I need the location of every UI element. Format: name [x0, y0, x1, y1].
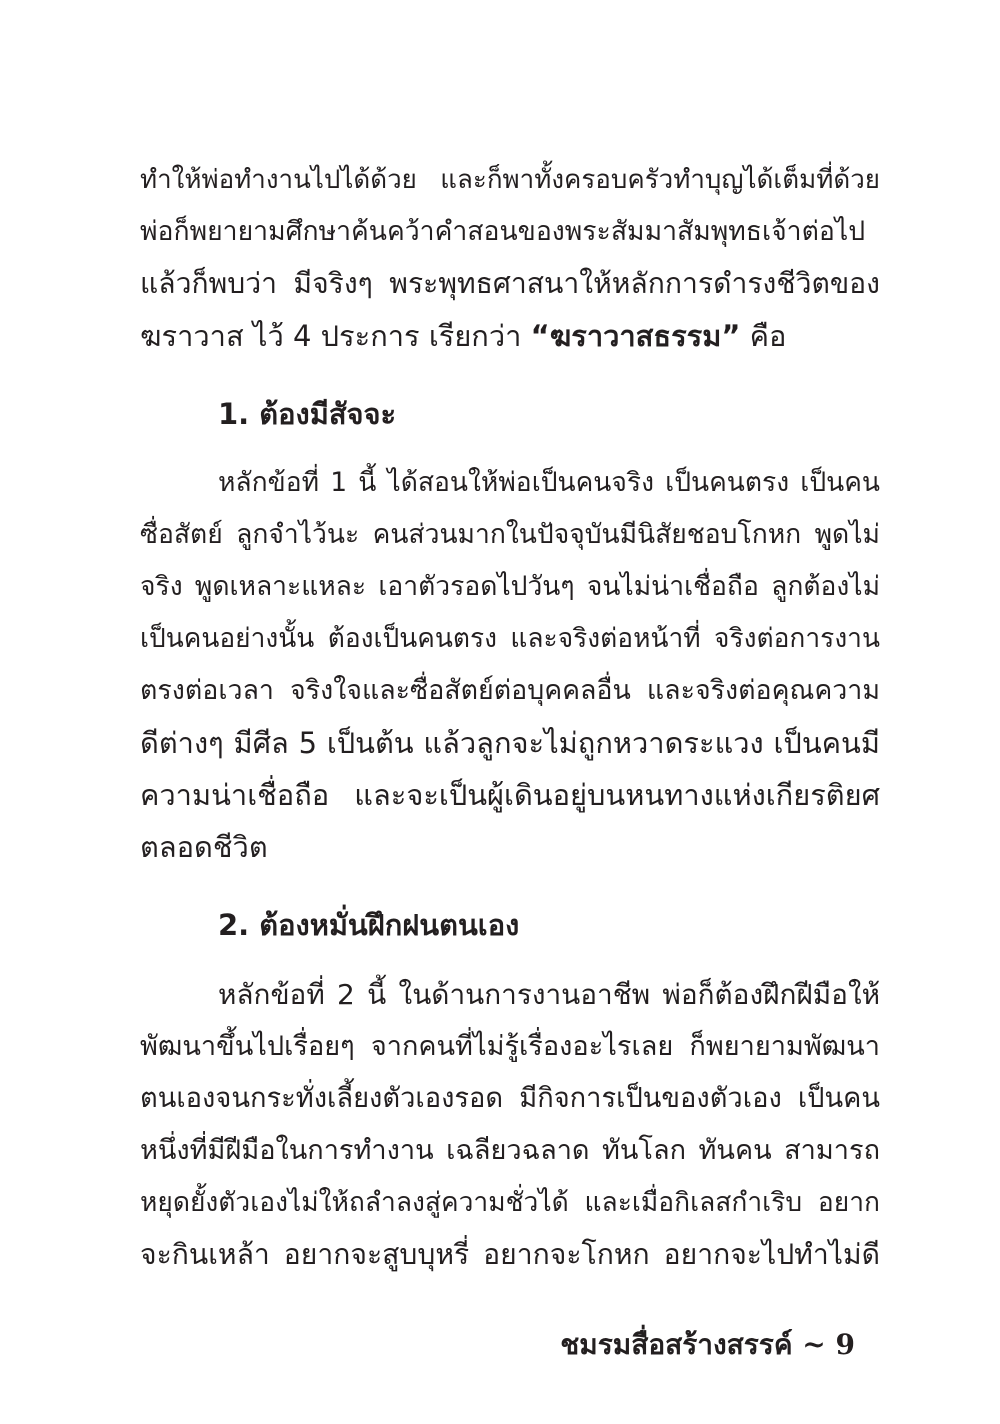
section-paragraph	[140, 457, 880, 873]
text-line: ความน่าเชื่อถือ และจะเป็นผู้เดินอยู่บนหนทางแห่งเกียรติยศ	[140, 778, 880, 812]
section-heading: 2. ต้องหมั่นฝึกฝนตนเอง	[218, 908, 520, 942]
emphasized-term: “ฆราวาสธรรม”	[530, 319, 741, 353]
text-line: พ่อก็พยายามศึกษาค้นคว้าคำสอนของพระสัมมาสัมพุทธเจ้าต่อไป	[140, 216, 866, 247]
text-line: จะกินเหล้า อยากจะสูบบุหรี่ อยากจะโกหก อยากจะไปทำไม่ดี	[140, 1238, 880, 1271]
text-line: ซื่อสัตย์ ลูกจำไว้นะ คนส่วนมากในปัจจุบันมีนิสัยชอบโกหก พูดไม่	[140, 519, 880, 550]
text-line	[140, 310, 880, 362]
text-line: หยุดยั้งตัวเองไม่ให้ถลำลงสู่ความชั่วได้ และเมื่อกิเลสกำเริบ อยาก	[140, 1188, 880, 1218]
section-heading: 1. ต้องมีสัจจะ	[218, 397, 397, 431]
text-line: พัฒนาขึ้นไปเรื่อยๆ จากคนที่ไม่รู้เรื่องอะไรเลย ก็พยายามพัฒนา	[140, 1031, 880, 1062]
text-line: ดีต่างๆ มีศีล 5 เป็นต้น แล้วลูกจะไม่ถูกหวาดระแวง เป็นคนมี	[140, 726, 880, 760]
section-paragraph	[140, 969, 880, 1281]
text-line: หลักข้อที่ 1 นี้ ได้สอนให้พ่อเป็นคนจริง เป็นคนตรง เป็นคน	[218, 467, 880, 498]
text-line: ทำให้พ่อทำงานไปได้ด้วย และก็พาทั้งครอบครัวทำบุญได้เต็มที่ด้วย	[140, 165, 880, 195]
text-fragment: คือ	[740, 319, 787, 353]
intro-paragraph	[140, 154, 880, 362]
text-line: จริง พูดเหลาะแหละ เอาตัวรอดไปวันๆ จนไม่น่าเชื่อถือ ลูกต้องไม่	[140, 571, 880, 602]
text-line: หลักข้อที่ 2 นี้ ในด้านการงานอาชีพ พ่อก็ต้องฝึกฝีมือให้	[218, 978, 880, 1011]
text-line: หนึ่งที่มีฝีมือในการทำงาน เฉลียวฉลาด ทันโลก ทันคน สามารถ	[140, 1135, 880, 1166]
text-line: ตนเองจนกระทั่งเลี้ยงตัวเองรอด มีกิจการเป็นของตัวเอง เป็นคน	[140, 1083, 880, 1114]
text-fragment: ฆราวาส ไว้ 4 ประการ เรียกว่า	[140, 319, 531, 353]
text-line: แล้วก็พบว่า มีจริงๆ พระพุทธศาสนาให้หลักการดำรงชีวิตของ	[140, 267, 880, 300]
text-line: เป็นคนอย่างนั้น ต้องเป็นคนตรง และจริงต่อหน้าที่ จริงต่อการงาน	[140, 624, 880, 654]
text-line: ตรงต่อเวลา จริงใจและซื่อสัตย์ต่อบุคคลอื่น และจริงต่อคุณความ	[140, 675, 880, 706]
text-line: ตลอดชีวิต	[140, 830, 268, 864]
page-footer: ชมรมสื่อสร้างสรรค์ ~ 9	[560, 1328, 855, 1361]
